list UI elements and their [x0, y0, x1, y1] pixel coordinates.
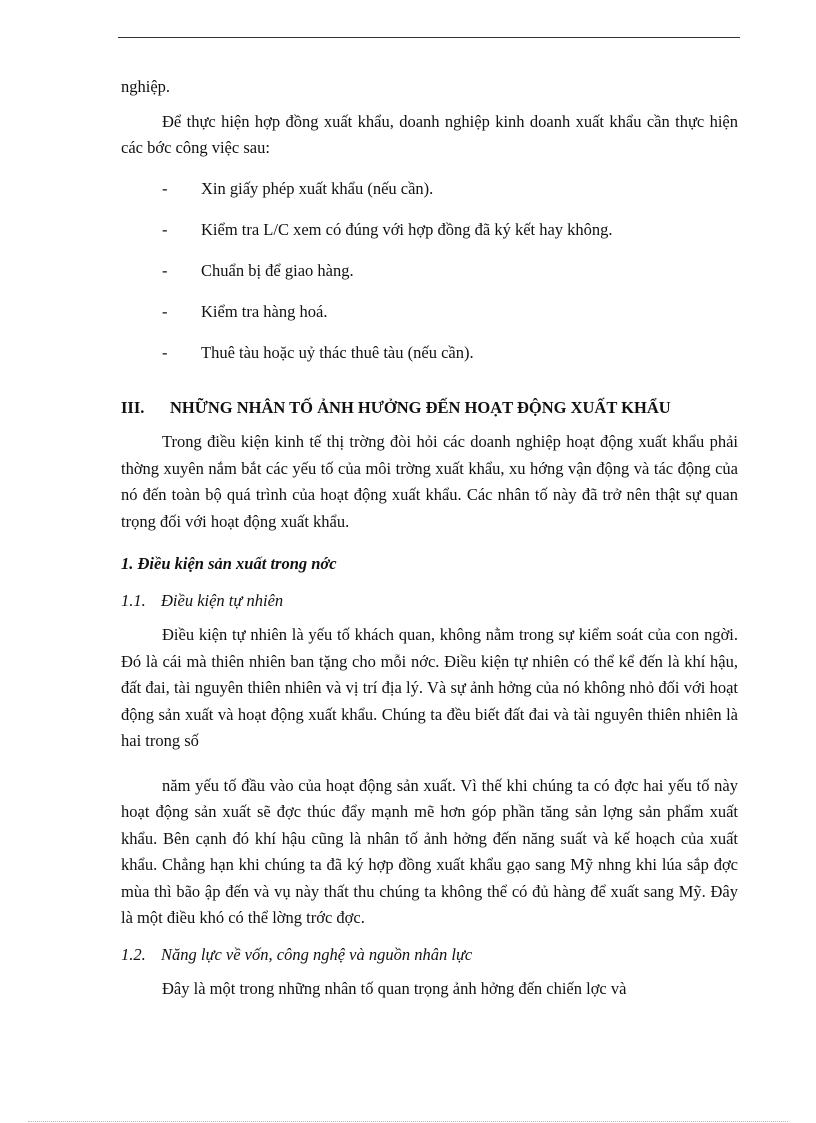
- subheading-title: Năng lực về vốn, công nghệ và nguồn nhân lực: [161, 944, 473, 964]
- section-heading-iii: [121, 395, 738, 422]
- list-item: [121, 176, 738, 217]
- bullet-dash: -: [162, 342, 168, 362]
- list-item: [121, 299, 738, 340]
- list-item-text: Xin giấy phép xuất khẩu (nếu cần).: [201, 178, 434, 198]
- bullet-dash: -: [162, 219, 168, 239]
- heading-capital-technology: [121, 942, 738, 969]
- list-item-text: Chuẩn bị để giao hàng.: [201, 260, 354, 280]
- list-item-text: Kiểm tra L/C xem có đúng với hợp đồng đã ký kết hay không.: [201, 219, 613, 239]
- bullet-dash: -: [162, 178, 168, 198]
- paragraph-capital: Đây là một trong những nhân tố quan trọng ảnh hởng đến chiến lợc và: [162, 979, 627, 998]
- list-item: [121, 258, 738, 299]
- paragraph-export-steps: Để thực hiện hợp đồng xuất khẩu, doanh nghiệp kinh doanh xuất khẩu cần thực hiện các bớc công việc sau:: [121, 111, 738, 157]
- list-item: [121, 340, 738, 381]
- bullet-dash: -: [162, 301, 168, 321]
- section-number: III.: [121, 397, 145, 417]
- paragraph-market-factors: Trong điều kiện kinh tế thị trờng đòi hỏi các doanh nghiệp hoạt động xuất khẩu phải thờng xuyên nắm bắt các yếu tố của môi trờng xuất khẩu, xu hớng vận động và tác động của nó đến toàn bộ quá trình của hoạt động xuất khẩu. Các nhân tố này đã trở nên thật sự quan trọng đối với hoạt động xuất khẩu.: [121, 432, 738, 531]
- header-rule: [118, 37, 740, 38]
- steps-list: [121, 176, 738, 381]
- paragraph-natural-conditions-2: năm yếu tố đầu vào của hoạt động sản xuất. Vì thế khi chúng ta có đợc hai yếu tố này hoạt động sản xuất sẽ đợc thúc đẩy mạnh mẽ hơn góp phần tăng sản lợng sản phẩm xuất khẩu. Bên cạnh đó khí hậu cũng là nhân tố ảnh hởng đến năng suất và kế hoạch của xuất khẩu. Chẳng hạn khi chúng ta đã ký hợp đồng xuất khẩu gạo sang Mỹ nhng khi lúa sắp đợc mùa thì bão ập đến và vụ này thất thu chúng ta không thể có đủ hàng để xuất sang Mỹ. Đây là một điều khó có thể lờng trớc đợc.: [121, 775, 738, 927]
- paragraph-natural-conditions-1: Điều kiện tự nhiên là yếu tố khách quan, không nằm trong sự kiểm soát của con ngời. Đó là cái mà thiên nhiên ban tặng cho mỗi nớc. Điều kiện tự nhiên có thể kể đến là khí hậu, đất đai, tài nguyên thiên nhiên và vị trí địa lý. Và sự ảnh hởng của nó không nhỏ đối với hoạt động sản xuất và hoạt động xuất khẩu. Chúng ta đều biết đất đai và tài nguyên thiên nhiên là hai trong số: [121, 625, 738, 750]
- intro-tail-text: nghiệp.: [121, 77, 171, 96]
- heading-natural-conditions: [121, 588, 738, 615]
- subheading-number: 1.1.: [121, 590, 146, 610]
- page-break-gap: [121, 755, 738, 773]
- list-item-text: Thuê tàu hoặc uỷ thác thuê tàu (nếu cần).: [201, 342, 474, 362]
- subheading-number: 1.2.: [121, 944, 146, 964]
- bullet-dash: -: [162, 260, 168, 280]
- list-item: [121, 217, 738, 258]
- document-body: [121, 74, 738, 1003]
- heading-domestic-production: 1. Điều kiện sản xuất trong nớc: [121, 554, 337, 573]
- page-edge-dotted-line: [28, 1121, 788, 1122]
- list-item-text: Kiểm tra hàng hoá.: [201, 301, 328, 321]
- section-title: NHỮNG NHÂN TỐ ẢNH HƯỞNG ĐẾN HOẠT ĐỘNG XUẤT KHẨU: [170, 397, 671, 417]
- subheading-title: Điều kiện tự nhiên: [161, 590, 284, 610]
